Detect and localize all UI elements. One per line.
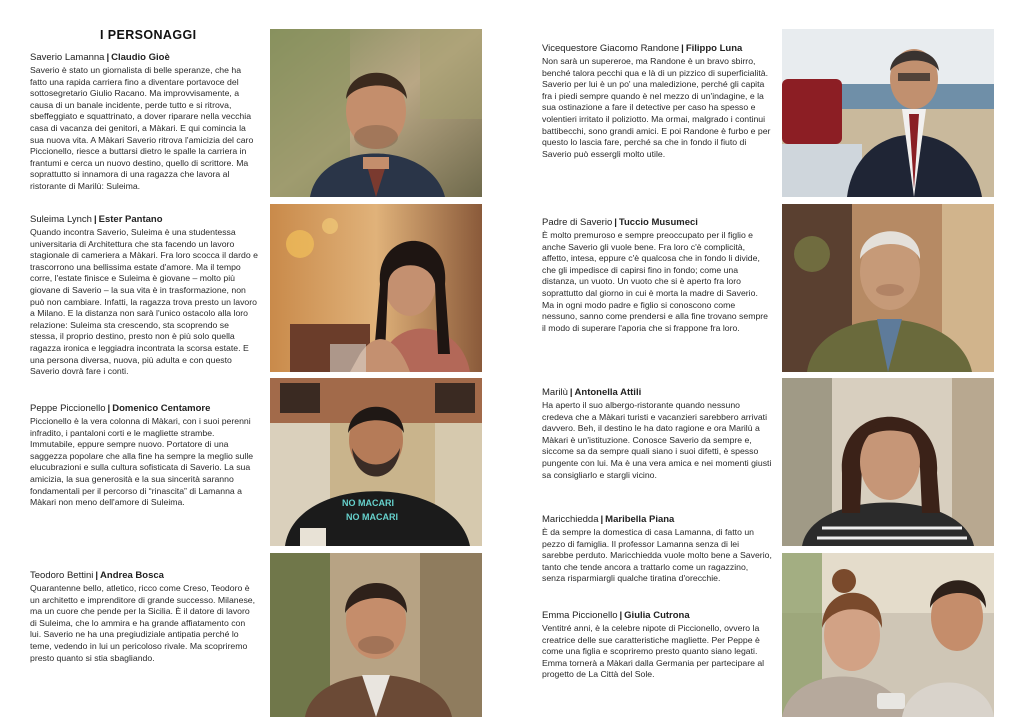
photo-antonella-attili (782, 378, 994, 546)
character-name: Marilù (542, 387, 568, 398)
character-name: Maricchiedda (542, 514, 599, 525)
character-heading: Suleima Lynch | Ester Pantano (30, 214, 163, 225)
character-heading: Emma Piccionello | Giulia Cutrona (542, 610, 690, 621)
character-name: Padre di Saverio (542, 217, 613, 228)
character-description: È molto premuroso e sempre preoccupato per il figlio e anche Saverio gli vuole bene. Fra loro c'è complicità, affetto, intesa, eppure c'è qualcosa che in fondo li divide, che gli impedisce di capirsi fino in fondo; come una distanza, un vuoto. Un vuoto che si è aperto fra loro soprattutto dal giorno in cui è morta la madre di Saverio. Ma in ogni modo padre e figlio si conoscono come nessuno, sanno come prendersi e alla fine trovano sempre il modo di superare l'aporia che si frappone fra loro. (542, 230, 769, 333)
character-description: Ventitré anni, è la celebre nipote di Piccionello, ovvero la creatrice delle sue caratteristiche magliette. Per Peppe è come una figlia e scopriremo presto quanto siano legati. Emma tornerà a Màkari dalla Germania per partecipare al progetto de La Città del Sole. (542, 623, 765, 680)
character-entry-teodoro (30, 570, 258, 664)
character-description: Piccionello è la vera colonna di Màkari, con i suoi perenni infradito, i pantaloni corti e le magliette strambe. Immutabile, eppure sempre nuovo. Portatore di una saggezza popolare che alla fine ha sempre la meglio sulle elucubrazioni e sulla cultura sofisticata di Saverio. La sua amicizia, la sua generosità e la sua sincerità saranno fondamentali per il percorso di “rinascita” di Lamanna a Màkari non meno dell'amore di Suleima. (30, 416, 254, 508)
character-heading: Teodoro Bettini | Andrea Bosca (30, 570, 164, 581)
character-name: Suleima Lynch (30, 214, 92, 225)
actor-name: Filippo Luna (685, 43, 743, 54)
character-entry-emma (542, 610, 772, 681)
character-description: Saverio è stato un giornalista di belle speranze, che ha fatto una rapida carriera fino a diventare portavoce del sottosegretario Giulio Racano. Ma improvvisamente, a causa di un banale incidente, perde tutto e si ritrova, sbeffeggiato e squattrinato, a dover riparare nella vecchia casa di vacanza dei genitori, a Màkari. E qui comincia la sua nuova vita. A Màkari Saverio ritrova l'amicizia del caro Piccionello, riesce a buttarsi dietro le spalle la carriera in frantumi e cerca un nuovo destino, quello di scrittore. Ma soprattutto si innamora di una ragazza che lavora al ristorante di Marilù: Suleima. (30, 65, 254, 191)
photo-giulia-cutrona (782, 553, 994, 717)
photo-domenico-centamore (270, 378, 482, 546)
actor-name: Antonella Attili (574, 387, 642, 398)
character-heading: Vicequestore Giacomo Randone | Filippo Luna (542, 43, 743, 54)
character-name: Vicequestore Giacomo Randone (542, 43, 680, 54)
character-heading: Padre di Saverio | Tuccio Musumeci (542, 217, 698, 228)
character-heading: Marilù | Antonella Attili (542, 387, 642, 398)
character-description: Ha aperto il suo albergo-ristorante quando nessuno credeva che a Màkari turisti e vacanzieri sarebbero arrivati davvero. Beh, il destino le ha dato ragione e ora Marilù a Màkari è un'istituzione. Conosce Saverio da sempre e, siccome sa da sempre quali siano i suoi difetti, è spesso pungente con lui. Ma è una vera amica e nei momenti giusti sa consigliarlo e stargli vicino. (542, 400, 772, 480)
photo-tuccio-musumeci (782, 204, 994, 372)
tshirt-text-line-2: NO MACARI (346, 512, 398, 522)
character-entry-padre (542, 217, 772, 334)
character-entry-peppe (30, 403, 258, 509)
character-heading: Maricchiedda | Maribella Piana (542, 514, 675, 525)
actor-name: Tuccio Musumeci (618, 217, 698, 228)
character-name: Emma Piccionello (542, 610, 618, 621)
character-description: Quarantenne bello, atletico, ricco come Creso, Teodoro è un architetto e imprenditore di grande successo. Milanese, ma un cuore che pende per la Sicilia. È il datore di lavoro di Suleima, che lo ammira e ha grande affiatamento con lui. Saverio ne ha una pregiudiziale antipatia perché lo teme, vedendo in lui un pericoloso rivale. Ma scopriremo presto quanto si stia sbagliando. (30, 583, 256, 663)
character-name: Teodoro Bettini (30, 570, 94, 581)
photo-andrea-bosca (270, 553, 482, 717)
photo-filippo-luna (782, 29, 994, 197)
character-description: Quando incontra Saverio, Suleima è una studentessa universitaria di Architettura che sta facendo un lavoro stagionale di cameriera a Màkari. Fra loro scocca il dardo e trascorrono una bellissima estate d'amore. Ma il tempo corre, l'estate finisce e Suleima è giovane – molto più giovane di Saverio – la sua vita è in trasformazione, non può non cambiare. Infatti, la ragazza trova presto un lavoro a Milano. E la distanza non sarà l'unico ostacolo alla loro relazione: Suleima sta crescendo, sta scoprendo se stessa, il proprio destino, presto non è più solo quella ragazza ironica e leggiadra incontrata la scorsa estate. E una persona diversa, nuova, più adulta e con questo Saverio dovrà fare i conti. (30, 227, 258, 377)
actor-name: Claudio Gioè (111, 52, 170, 63)
right-page (512, 0, 1024, 717)
character-entry-randone (542, 43, 772, 160)
section-title: I PERSONAGGI (100, 28, 197, 42)
character-entry-marilu (542, 387, 772, 481)
character-entry-maricchiedda (542, 514, 772, 585)
actor-name: Domenico Centamore (112, 403, 211, 414)
character-description: Non sarà un supereroe, ma Randone è un bravo sbirro, benché talora pecchi qua e là di un pizzico di superficialità. Saverio per lui è un po' una maledizione, perché gli capita fra i piedi sempre quando è nel mezzo di un'indagine, e la sua ostinazione a fare il detective per caso ha spesso e volentieri irritato il poliziotto. Ma ormai, malgrado i continui battibecchi, sono grandi amici. E poi Randone è furbo e per questo lo lascia fare, perché sa che in fondo il fiuto di Saverio può essergli molto utile. (542, 56, 771, 159)
character-description: È da sempre la domestica di casa Lamanna, di fatto un pezzo di famiglia. Il professor Lamanna senza di lei sarebbe perduto. Maricchiedda vuole molto bene a Saverio, tanto che tende ancora a trattarlo come un ragazzino, senza risparmiargli qualche tiratina d'orecchie. (542, 527, 772, 584)
actor-name: Maribella Piana (605, 514, 675, 525)
character-name: Saverio Lamanna (30, 52, 105, 63)
character-name: Peppe Piccionello (30, 403, 106, 414)
photo-ester-pantano (270, 204, 482, 372)
photo-claudio-gioe (270, 29, 482, 197)
character-heading: Saverio Lamanna | Claudio Gioè (30, 52, 170, 63)
character-entry-saverio (30, 52, 258, 193)
tshirt-text-line-1: NO MACARI (342, 498, 394, 508)
character-entry-suleima (30, 214, 258, 378)
actor-name: Andrea Bosca (100, 570, 164, 581)
actor-name: Giulia Cutrona (624, 610, 690, 621)
actor-name: Ester Pantano (98, 214, 163, 225)
character-heading: Peppe Piccionello | Domenico Centamore (30, 403, 211, 414)
